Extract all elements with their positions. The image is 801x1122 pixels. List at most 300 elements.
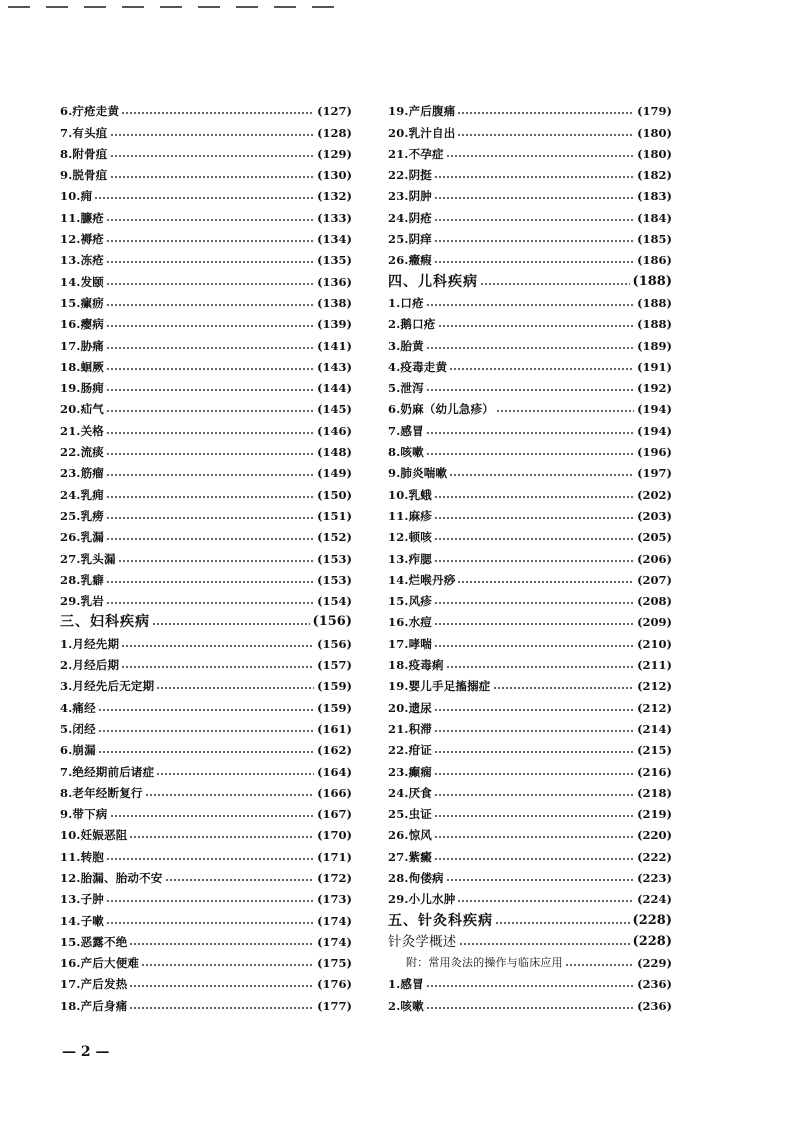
toc-entry-title: 12.顿咳 [388,530,433,545]
toc-entry-title: 9.脱骨疽 [60,168,108,183]
toc-entry-page: (150) [317,487,352,502]
toc-entry-title: 13.子肿 [60,892,105,907]
toc-entry-title: 25.乳痨 [60,508,105,523]
toc-entry-title: 8.咳嗽 [388,445,424,460]
dot-leader [434,496,634,498]
toc-entry [60,140,352,161]
dot-leader [434,197,634,199]
toc-left-column [60,97,352,1013]
toc-entry-title: 28.乳癖 [60,572,105,587]
toc-entry-title: 27.乳头漏 [60,551,116,566]
toc-entry [60,523,352,544]
toc-entry [388,118,672,139]
dot-leader [480,283,630,285]
dot-leader [434,560,634,562]
toc-entry-page: (136) [317,274,352,289]
toc-entry-page: (156) [312,614,352,630]
toc-entry-title: 四、儿科疾病 [388,273,478,290]
toc-entry-title: 12.胎漏、胎动不安 [60,870,163,885]
dot-leader [106,453,314,455]
toc-entry-title: 26.癥瘕 [388,253,433,268]
toc-entry-page: (177) [317,998,352,1013]
toc-entry-page: (176) [317,977,352,992]
toc-entry-title: 针灸学概述 [388,933,457,950]
toc-entry [60,459,352,480]
dot-leader [106,261,314,263]
dot-leader [106,219,314,221]
toc-entry-page: (191) [637,359,672,374]
toc-entry-page: (159) [317,679,352,694]
toc-entry-title: 五、针灸科疾病 [388,912,493,929]
toc-entry-page: (189) [637,338,672,353]
toc-entry [388,353,672,374]
toc-entry [388,459,672,480]
toc-entry-page: (212) [637,700,672,715]
dot-leader [459,943,630,945]
scan-dash [198,6,220,8]
dot-leader [434,517,634,519]
toc-entry-page: (141) [317,338,352,353]
toc-entry [60,97,352,118]
toc-entry [388,97,672,118]
dot-leader [426,985,634,987]
toc-entry-page: (212) [637,679,672,694]
toc-entry-title: 4.疫毒走黄 [388,359,448,374]
toc-entry-page: (182) [637,168,672,183]
toc-entry-page: (130) [317,168,352,183]
toc-entry [60,991,352,1012]
toc-entry-title: 22.阴挺 [388,168,433,183]
toc-entry [60,289,352,310]
toc-entry [60,587,352,608]
toc-entry-title: 29.乳岩 [60,594,105,609]
toc-entry-title: 1.月经先期 [60,636,120,651]
toc-entry-page: (202) [637,487,672,502]
toc-entry [388,438,672,459]
toc-entry-title: 4.痛经 [60,700,96,715]
toc-entry-page: (135) [317,253,352,268]
dot-leader [449,368,634,370]
dot-leader [426,432,634,434]
toc-entry-page: (153) [317,572,352,587]
toc-entry [388,928,672,949]
toc-entry-page: (203) [637,508,672,523]
dot-leader [426,453,634,455]
toc-entry-title: 18.疫毒痢 [388,658,444,673]
toc-entry-page: (162) [317,743,352,758]
dot-leader [106,922,314,924]
toc-entry-title: 3.月经先后无定期 [60,679,155,694]
dot-leader [446,879,634,881]
toc-entry-page: (179) [637,104,672,119]
dot-leader [110,134,315,136]
toc-entry-page: (161) [317,721,352,736]
toc-entry-page: (139) [317,317,352,332]
toc-entry-title: 15.瘰疬 [60,295,105,310]
dot-leader [434,815,634,817]
toc-entry [388,225,672,246]
toc-entry-title: 5.闭经 [60,721,96,736]
toc-entry [60,629,352,650]
toc-entry [60,246,352,267]
toc-entry-page: (229) [637,956,672,971]
toc-entry-title: 2.咳嗽 [388,998,424,1013]
toc-entry-title: 20.乳汁自出 [388,125,456,140]
toc-entry-page: (188) [637,295,672,310]
toc-entry [60,821,352,842]
dot-leader [165,879,315,881]
toc-entry-page: (209) [637,615,672,630]
scan-dash [8,6,30,8]
toc-entry [60,395,352,416]
dot-leader [106,283,314,285]
toc-entry-title: 25.虫证 [388,807,433,822]
dot-leader [106,602,314,604]
toc-entry-page: (132) [317,189,352,204]
toc-entry [60,757,352,778]
toc-entry [60,715,352,736]
toc-entry-title: 11.臁疮 [60,210,105,225]
toc-entry-page: (197) [637,466,672,481]
dot-leader [434,176,634,178]
toc-entry-page: (128) [317,125,352,140]
scan-dash [312,6,334,8]
dot-leader [426,304,634,306]
toc-entry-title: 7.感冒 [388,423,424,438]
toc-entry [388,331,672,352]
toc-entry-title: 22.流痰 [60,445,105,460]
toc-entry-title: 14.烂喉丹痧 [388,572,456,587]
toc-entry-title: 24.阴疮 [388,210,433,225]
toc-entry-page: (127) [317,104,352,119]
toc-entry-page: (184) [637,210,672,225]
dot-leader [434,794,634,796]
dot-leader [106,304,314,306]
toc-entry-page: (236) [637,977,672,992]
toc-entry-page: (192) [637,381,672,396]
toc-entry-title: 20.遗尿 [388,700,433,715]
toc-entry-page: (188) [632,273,672,289]
toc-entry-title: 23.癫痫 [388,764,433,779]
toc-entry-title: 10.痈 [60,189,93,204]
toc-entry [60,161,352,182]
toc-entry-title: 13.冻疮 [60,253,105,268]
toc-entry-page: (228) [632,933,672,949]
toc-entry-page: (143) [317,359,352,374]
toc-entry [60,331,352,352]
scan-dash [46,6,68,8]
dot-leader [106,347,314,349]
dot-leader [434,858,634,860]
toc-entry-title: 22.疳证 [388,743,433,758]
toc-entry-title: 3.胎黄 [388,338,424,353]
dot-leader [110,155,315,157]
toc-entry [388,416,672,437]
dot-leader [141,964,314,966]
dot-leader [152,623,310,625]
dot-leader [434,623,634,625]
toc-entry [60,203,352,224]
dot-leader [106,432,314,434]
toc-entry [388,949,672,970]
toc-entry-title: 19.婴儿手足搐搦症 [388,679,491,694]
toc-entry [60,182,352,203]
toc-entry-title: 7.绝经期前后诸症 [60,764,155,779]
toc-entry-page: (211) [637,658,672,673]
dot-leader [106,858,314,860]
toc-entry [388,523,672,544]
toc-entry-title: 23.筋瘤 [60,466,105,481]
toc-entry [60,118,352,139]
toc-entry-page: (224) [637,892,672,907]
dot-leader [106,517,314,519]
toc-entry-title: 9.带下病 [60,807,108,822]
toc-entry-title: 13.痄腮 [388,551,433,566]
dot-leader [129,985,314,987]
dot-leader [434,538,634,540]
toc-entry [60,502,352,523]
dot-leader [434,836,634,838]
toc-entry [388,480,672,501]
toc-entry-page: (206) [637,551,672,566]
toc-entry [60,970,352,991]
toc-entry-page: (173) [317,892,352,907]
toc-entry-page: (129) [317,146,352,161]
toc-entry-title: 10.妊娠恶阻 [60,828,128,843]
toc-entry [388,715,672,736]
toc-section-heading [388,267,672,288]
toc-entry-title: 6.崩漏 [60,743,96,758]
toc-entry [60,480,352,501]
toc-entry-page: (144) [317,381,352,396]
dot-leader [156,687,314,689]
toc-entry-title: 8.附骨疽 [60,146,108,161]
toc-entry-page: (172) [317,870,352,885]
toc-entry-title: 三、妇科疾病 [60,614,150,631]
toc-entry [388,970,672,991]
dot-leader [434,730,634,732]
toc-entry [388,991,672,1012]
toc-section-heading [60,608,352,629]
toc-entry-title: 11.转胞 [60,849,105,864]
dot-leader [457,134,634,136]
dot-leader [145,794,315,796]
dot-leader [106,496,314,498]
toc-entry [388,864,672,885]
dot-leader [446,155,634,157]
toc-entry [388,161,672,182]
toc-entry-title: 28.佝偻病 [388,870,444,885]
dot-leader [110,176,315,178]
dot-leader [106,474,314,476]
dot-leader [98,709,314,711]
scan-dash [122,6,144,8]
toc-entry-title: 27.紫癜 [388,849,433,864]
toc-entry-title: 21.关格 [60,423,105,438]
toc-entry [60,267,352,288]
toc-entry [388,566,672,587]
toc-entry [60,353,352,374]
dot-leader [434,645,634,647]
toc-entry-page: (185) [637,232,672,247]
toc-entry-page: (174) [317,913,352,928]
dot-leader [495,922,630,924]
dot-leader [426,347,634,349]
toc-entry-page: (194) [637,423,672,438]
dot-leader [434,219,634,221]
toc-entry [388,587,672,608]
dot-leader [426,1007,634,1009]
toc-entry [60,736,352,757]
dot-leader [106,368,314,370]
dot-leader [106,538,314,540]
toc-entry [388,310,672,331]
toc-entry [60,672,352,693]
dot-leader [438,325,635,327]
toc-entry-title: 21.不孕症 [388,146,444,161]
scan-dash [84,6,106,8]
toc-entry-page: (180) [637,146,672,161]
toc-right-column [388,97,672,1013]
dot-leader [106,900,314,902]
toc-entry-page: (154) [317,594,352,609]
toc-entry-title: 8.老年经断复行 [60,785,143,800]
toc-entry-title: 16.水痘 [388,615,433,630]
toc-entry-title: 10.乳蛾 [388,487,433,502]
toc-entry [388,736,672,757]
scan-dash [160,6,182,8]
toc-entry-page: (215) [637,743,672,758]
toc-entry [60,885,352,906]
toc-entry-page: (151) [317,508,352,523]
toc-entry [388,182,672,203]
toc-entry-title: 19.产后腹痛 [388,104,456,119]
toc-entry-page: (133) [317,210,352,225]
toc-entry-page: (157) [317,658,352,673]
toc-entry-title: 5.泄泻 [388,381,424,396]
toc-entry-title: 9.肺炎喘嗽 [388,466,448,481]
dot-leader [106,581,314,583]
dot-leader [434,602,634,604]
dot-leader [156,773,314,775]
toc-entry-page: (236) [637,998,672,1013]
dot-leader [434,240,634,242]
dot-leader [98,730,314,732]
toc-entry [388,374,672,395]
toc-entry [60,225,352,246]
scan-dash [236,6,258,8]
toc-entry-page: (210) [637,636,672,651]
toc-entry-title: 24.乳痈 [60,487,105,502]
toc-entry [60,310,352,331]
toc-entry-page: (171) [317,849,352,864]
dot-leader [446,666,634,668]
dot-leader [434,773,634,775]
toc-entry-title: 6.奶麻（幼儿急疹） [388,402,495,417]
dot-leader [457,581,634,583]
dot-leader [457,112,634,114]
toc-entry [60,374,352,395]
toc-entry-title: 15.风疹 [388,594,433,609]
toc-entry-page: (196) [637,445,672,460]
toc-entry-page: (156) [317,636,352,651]
toc-entry [388,842,672,863]
toc-entry [60,651,352,672]
dot-leader [426,389,634,391]
toc-entry-title: 12.褥疮 [60,232,105,247]
toc-entry-title: 附：常用灸法的操作与临床应用 [406,956,563,970]
dot-leader [106,325,314,327]
toc-entry-page: (164) [317,764,352,779]
toc-entry [388,821,672,842]
toc-entry-page: (194) [637,402,672,417]
toc-entry [388,544,672,565]
page-number: — 2 — [62,1044,110,1060]
toc-entry-page: (174) [317,934,352,949]
toc-entry-page: (214) [637,721,672,736]
dot-leader [106,240,314,242]
toc-entry-title: 20.疝气 [60,402,105,417]
toc-entry-title: 17.胁痛 [60,338,105,353]
toc-entry-title: 1.感冒 [388,977,424,992]
toc-entry [388,885,672,906]
toc-entry [60,566,352,587]
toc-entry [388,203,672,224]
toc-entry-title: 14.子嗽 [60,913,105,928]
toc-entry [60,949,352,970]
toc-entry-title: 25.阴痒 [388,232,433,247]
toc-entry [60,928,352,949]
toc-entry [388,629,672,650]
toc-entry [60,544,352,565]
toc-entry-page: (218) [637,785,672,800]
toc-entry-page: (222) [637,849,672,864]
toc-entry-page: (188) [637,317,672,332]
dot-leader [106,389,314,391]
toc-entry [60,906,352,927]
toc-entry [388,779,672,800]
toc-entry-page: (145) [317,402,352,417]
toc-entry [388,672,672,693]
toc-entry [388,395,672,416]
toc-entry [388,246,672,267]
dot-leader [434,751,634,753]
toc-entry-page: (208) [637,594,672,609]
toc-entry [388,757,672,778]
toc-entry [388,140,672,161]
toc-entry-page: (183) [637,189,672,204]
toc-entry [60,416,352,437]
toc-entry-title: 15.恶露不绝 [60,934,128,949]
toc-entry-title: 18.产后身痛 [60,998,128,1013]
toc-entry-title: 6.疔疮走黄 [60,104,120,119]
toc-entry-page: (170) [317,828,352,843]
toc-entry [388,800,672,821]
dot-leader [121,666,314,668]
toc-entry-title: 19.肠痈 [60,381,105,396]
toc-entry-title: 21.积滞 [388,721,433,736]
dot-leader [129,836,314,838]
dot-leader [110,815,315,817]
toc-entry [388,289,672,310]
toc-entry [388,608,672,629]
dot-leader [434,261,634,263]
toc-entry-page: (148) [317,445,352,460]
toc-entry-page: (134) [317,232,352,247]
toc-entry [60,693,352,714]
toc-entry-page: (207) [637,572,672,587]
toc-entry-page: (228) [632,912,672,928]
